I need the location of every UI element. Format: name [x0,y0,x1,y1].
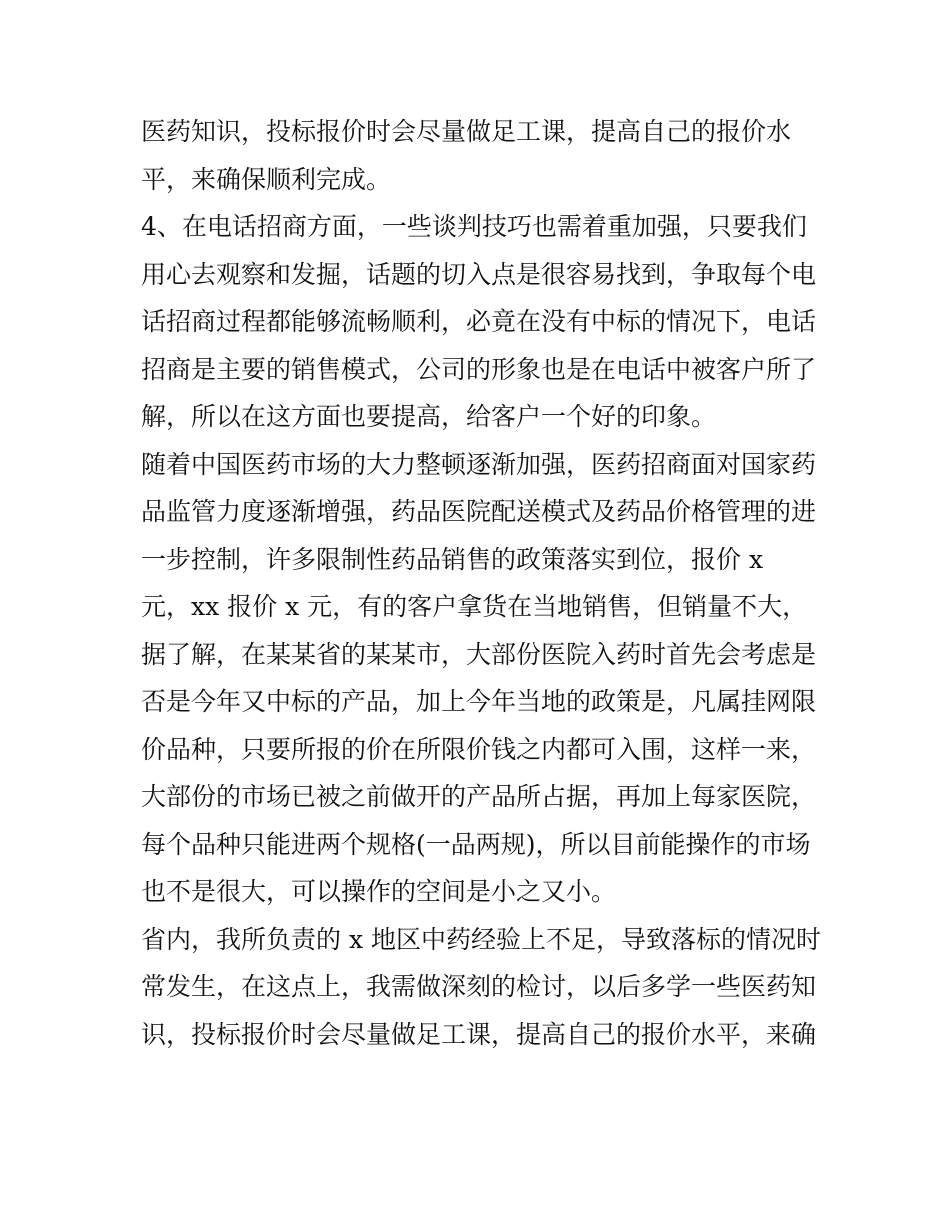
text-line: 品监管力度逐渐增强，药品医院配送模式及药品价格管理的进 [141,497,817,526]
text-line: 每个品种只能进两个规格(一品两规)，所以目前能操作的市场 [141,829,811,859]
text-line: 省内，我所负责的 x 地区中药经验上不足，导致落标的情况时 [141,924,821,954]
text-line: 常发生，在这点上，我需做深刻的检讨，以后多学一些医药知 [141,972,817,1001]
text-line: 解，所以在这方面也要提高，给客户一个好的印象。 [141,402,717,431]
text-line: 元，xx 报价 x 元，有的客户拿货在当地销售，但销量不大， [141,592,808,621]
text-line: 识，投标报价时会尽量做足工课，提高自己的报价水平，来确 [141,1019,817,1049]
document-body [141,108,841,1058]
text-line: 一步控制，许多限制性药品销售的政策落实到位，报价 x [141,544,764,574]
text-line: 话招商过程都能够流畅顺利，必竟在没有中标的情况下，电话 [141,307,817,336]
text-line: 医药知识，投标报价时会尽量做足工课，提高自己的报价水 [141,117,792,146]
text-line: 平，来确保顺利完成。 [141,164,392,194]
text-line: 随着中国医药市场的大力整顿逐渐加强，医药招商面对国家药 [141,449,817,479]
text-line: 价品种，只要所报的价在所限价钱之内都可入围，这样一来， [141,734,817,764]
text-line: 否是今年又中标的产品，加上今年当地的政策是，凡属挂网限 [141,687,817,716]
text-line: 也不是很大，可以操作的空间是小之又小。 [141,877,617,906]
text-line: 招商是主要的销售模式，公司的形象也是在电话中被客户所了 [141,354,817,384]
text-line: 用心去观察和发掘，话题的切入点是很容易找到，争取每个电 [141,259,817,289]
text-line: 4、在电话招商方面，一些谈判技巧也需着重加强，只要我们 [141,212,807,241]
text-line: 大部份的市场已被之前做开的产品所占据，再加上每家医院， [141,782,817,811]
text-line: 据了解，在某某省的某某市，大部份医院入药时首先会考虑是 [141,639,817,669]
